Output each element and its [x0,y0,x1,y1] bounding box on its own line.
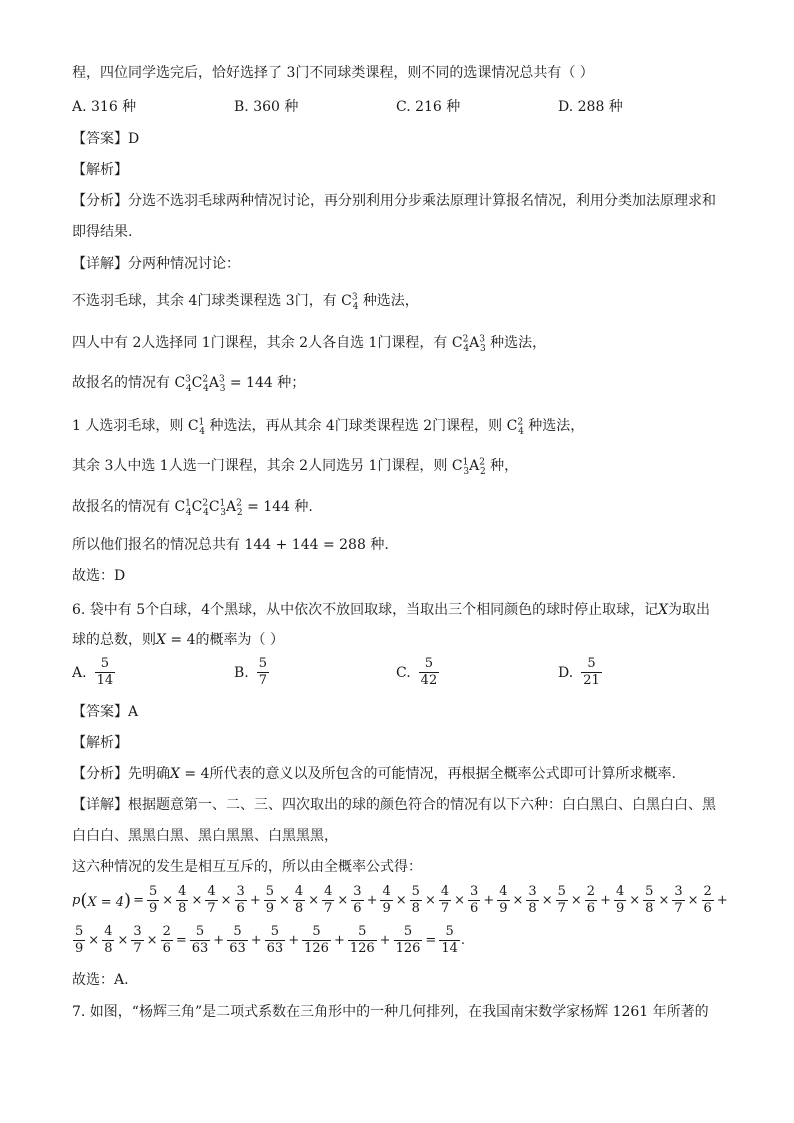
period: . [460,933,465,948]
operator: × [191,893,203,908]
numerator: 4 [294,884,304,899]
formula-c43c42a33: $C^3_4C^2_4A^3_3$ [174,374,226,394]
fraction [73,924,85,957]
denominator: 21 [583,673,600,688]
q5-option-a: A. 316 种 [72,99,137,115]
numerator: 4 [382,884,391,899]
q6-option-c [396,656,440,689]
denominator: 6 [703,901,712,916]
eq-4: = 4 [179,766,210,782]
eq-4: = 4 [165,632,196,648]
probability-label: p [72,893,81,908]
denominator: 6 [236,901,245,916]
numerator: 2 [703,884,712,899]
probability-argument: (X = 4) [80,890,132,911]
operator: × [629,893,641,908]
numerator: 4 [104,924,113,939]
line2-end: 种选法， [490,335,547,351]
q5-fenxi-cont: 即得结果. [72,224,133,240]
fraction [322,884,334,917]
fraction [351,884,363,917]
fraction [672,884,684,917]
probability-equation-line1 [72,884,730,917]
option-label: D. [558,664,574,681]
numerator: 5 [265,884,275,899]
numerator: 3 [236,884,245,899]
operator: + [716,893,728,908]
operator: + [379,933,391,948]
line6-text: 故报名的情况有 [72,499,170,515]
numerator: 5 [587,656,596,671]
operator: = [425,933,437,948]
q5-option-b: B. 360 种 [234,99,299,115]
denominator: 9 [499,901,508,916]
numerator: 5 [411,884,420,899]
operator: × [570,893,582,908]
operator: × [146,933,158,948]
operator: × [220,893,232,908]
xiangjie-label: 【详解】 [72,256,128,272]
numerator: 4 [178,884,187,899]
fenxi-label: 【分析】 [72,766,128,782]
numerator: 3 [674,884,683,899]
q6-stem1: 6. 袋中有 5个白球，4个黑球，从中依次不放回取球，当取出三个相同颜色的球时停止取球，记 [72,602,659,618]
operator: × [279,893,290,908]
operator: = [133,893,144,908]
fraction [265,924,286,957]
q5-line1 [72,291,419,311]
q5-line5 [72,456,518,476]
denominator: 7 [258,673,268,688]
q5-stem-tail: 程，四位同学选完后，恰好选择了 3门不同球类课程，则不同的选课情况总共有（ ） [72,65,594,81]
operator: × [658,893,670,908]
q5-answer: 【答案】D [72,131,140,147]
fraction [348,924,377,957]
line1-text: 不选羽毛球，其余 4门球类课程选 3门，有 [72,293,337,309]
line3-end: = 144 种； [229,375,306,391]
var-x: X [658,602,669,618]
q5-xiangjie [72,254,240,274]
q6-stem1b: 为取出 [668,602,711,618]
fenxi-text: 分选不选羽毛球两种情况讨论，再分别利用分步乘法原理计算报名情况，利用分类加法原理求和 [128,193,716,209]
operator: + [600,893,611,908]
var-x: X [170,766,180,782]
fraction [102,924,114,957]
probability-equation-line2 [72,924,465,957]
line4-mid: 种选法，再从其余 4门球类课程选 2门课程，则 [209,418,503,434]
denominator: 7 [674,901,683,916]
fraction [264,884,276,917]
numerator: 4 [615,884,625,899]
line3-text: 故报名的情况有 [72,375,170,391]
operator: × [424,893,436,908]
numerator: 5 [75,924,84,939]
denominator: 7 [324,901,333,916]
denominator: 7 [557,901,566,916]
line5-end: 种， [490,458,519,474]
q5-jiexi: 【解析】 [72,162,128,178]
combination-c41: $C^1_4$ [187,417,205,437]
operator: × [454,893,466,908]
fraction [176,884,188,917]
fraction [702,884,714,917]
fraction [497,884,509,917]
denominator: 7 [133,941,142,956]
q5-line7: 所以他们报名的情况总共有 144 + 144 = 288 种. [72,537,389,553]
fraction [585,884,597,917]
formula-c42a33: $C^2_4A^3_3$ [451,334,486,354]
operator: × [337,893,349,908]
operator: + [213,933,225,948]
operator: + [288,933,300,948]
denominator: 6 [470,901,479,916]
q5-option-d: D. 288 种 [558,99,623,115]
combination-c43: $C^3_4$ [341,292,359,312]
denominator: 126 [304,941,329,956]
numerator: 3 [353,884,362,899]
option-fraction [257,656,269,689]
numerator: 5 [195,924,205,939]
line1-end: 种选法， [362,293,419,309]
numerator: 3 [133,924,142,939]
numerator: 5 [233,924,242,939]
q5-line6 [72,497,313,517]
operator: × [117,933,129,948]
operator: × [541,893,553,908]
fraction [380,884,392,917]
fenxi-label: 【分析】 [72,193,128,209]
fraction [161,924,173,957]
numerator: 5 [312,924,321,939]
fenxi-a: 先明确 [128,766,170,782]
q6-stem2a: 球的总数，则 [72,632,156,648]
line2-text: 四人中有 2人选择同 1门课程，其余 2人各自选 1门课程，有 [72,335,448,351]
option-label: C. [396,664,411,681]
numerator: 2 [586,884,596,899]
numerator: 5 [270,924,280,939]
operator: + [333,933,345,948]
numerator: 3 [470,884,479,899]
line6-end: = 144 种. [247,499,313,515]
combination-c42: $C^2_4$ [506,417,524,437]
denominator: 7 [440,901,450,916]
operator: × [687,893,699,908]
numerator: 5 [645,884,654,899]
q5-fenxi [72,191,716,211]
denominator: 63 [229,941,246,956]
numerator: 4 [324,884,333,899]
q6-xiangjie2: 白白白、黑黑白黑、黑白黑黑、白黑黑黑， [72,828,338,844]
numerator: 2 [162,924,171,939]
fraction [190,924,211,957]
fraction [410,884,422,917]
denominator: 6 [162,941,171,956]
denominator: 9 [382,901,391,916]
fraction [147,884,159,917]
operator: × [162,893,174,908]
q6-option-a [72,656,116,689]
q5-line4 [72,416,584,436]
numerator: 5 [403,924,413,939]
fraction [205,884,217,917]
q6-fenxi [72,764,676,784]
formula-c31a22: $C^1_3A^2_2$ [451,457,486,477]
denominator: 8 [294,901,304,916]
option-label: B. [234,664,249,681]
numerator: 5 [258,656,268,671]
denominator: 9 [265,901,275,916]
denominator: 126 [349,941,375,956]
denominator: 126 [395,941,421,956]
denominator: 6 [353,901,362,916]
fraction [302,924,331,957]
numerator: 5 [445,924,454,939]
q6-xiangjie1 [72,795,716,815]
q6-stem-line2 [72,630,284,650]
q6-option-d [558,656,603,689]
denominator: 8 [411,901,420,916]
operator: × [308,893,320,908]
fraction [439,884,451,917]
denominator: 14 [441,941,458,956]
denominator: 63 [266,941,284,956]
numerator: 5 [358,924,367,939]
numerator: 4 [499,884,508,899]
fraction [468,884,480,917]
fraction [556,884,568,917]
denominator: 6 [586,901,596,916]
xiangjie-text: 分两种情况讨论： [128,256,240,272]
line4-text: 1 人选羽毛球，则 [72,418,184,434]
q6-stem2b: 的概率为（ ） [195,632,284,648]
denominator: 14 [96,673,114,688]
fraction [643,884,655,917]
operator: × [512,893,524,908]
xiangjie-text1: 根据题意第一、二、三、四次取出的球的颜色符合的情况有以下六种：白白黑白、白黑白白、黑 [128,797,716,813]
operator: × [395,893,407,908]
denominator: 9 [75,941,84,956]
q6-xiangjie3: 这六种情况的发生是相互互斥的，所以由全概率公式得： [72,859,422,875]
q5-choose: 故选：D [72,568,126,584]
fraction [227,924,248,957]
denominator: 8 [104,941,113,956]
var-x: X [156,632,166,648]
numerator: 3 [528,884,537,899]
fraction [614,884,626,917]
fraction [293,884,305,917]
operator: + [366,893,378,908]
q7-stem: 7. 如图，“杨辉三角”是二项式系数在三角形中的一种几何排列，在我国南宋数学家杨辉 1261 年所著的 [72,1004,709,1020]
q5-option-c: C. 216 种 [396,99,461,115]
numerator: 5 [424,656,434,671]
line4-end: 种选法， [528,418,585,434]
numerator: 5 [100,656,109,671]
q6-jiexi: 【解析】 [72,735,128,751]
numerator: 5 [148,884,158,899]
operator: × [88,933,100,948]
q6-answer: 【答案】A [72,704,139,720]
q6-choose: 故选：A. [72,972,129,988]
numerator: 5 [557,884,566,899]
option-fraction [581,656,602,689]
fenxi-b: 所代表的意义以及所包含的可能情况，再根据全概率公式即可计算所求概率. [209,766,676,782]
line5-text: 其余 3人中选 1人选一门课程，其余 2人同选另 1门课程，则 [72,458,448,474]
fraction [394,924,423,957]
q6-stem-line1 [72,600,710,620]
operator: = [175,933,187,948]
denominator: 42 [420,673,438,688]
fraction [131,924,143,957]
fraction [235,884,247,917]
operator: + [249,893,261,908]
numerator: 4 [207,884,216,899]
denominator: 8 [178,901,187,916]
operator: + [483,893,495,908]
option-fraction [95,656,116,689]
denominator: 9 [148,901,158,916]
q5-line2 [72,333,546,353]
operator: + [250,933,262,948]
denominator: 63 [191,941,209,956]
option-fraction [419,656,440,689]
denominator: 7 [207,901,216,916]
option-label: A. [72,664,87,681]
denominator: 8 [645,901,654,916]
fraction [526,884,538,917]
q6-option-b [234,656,270,689]
numerator: 4 [440,884,450,899]
formula-c41c42c31a22: $C^1_4C^2_4C^1_3A^2_2$ [174,498,243,518]
q5-line3 [72,373,305,393]
xiangjie-label: 【详解】 [72,797,128,813]
denominator: 8 [528,901,537,916]
fraction [439,924,460,957]
denominator: 9 [615,901,625,916]
